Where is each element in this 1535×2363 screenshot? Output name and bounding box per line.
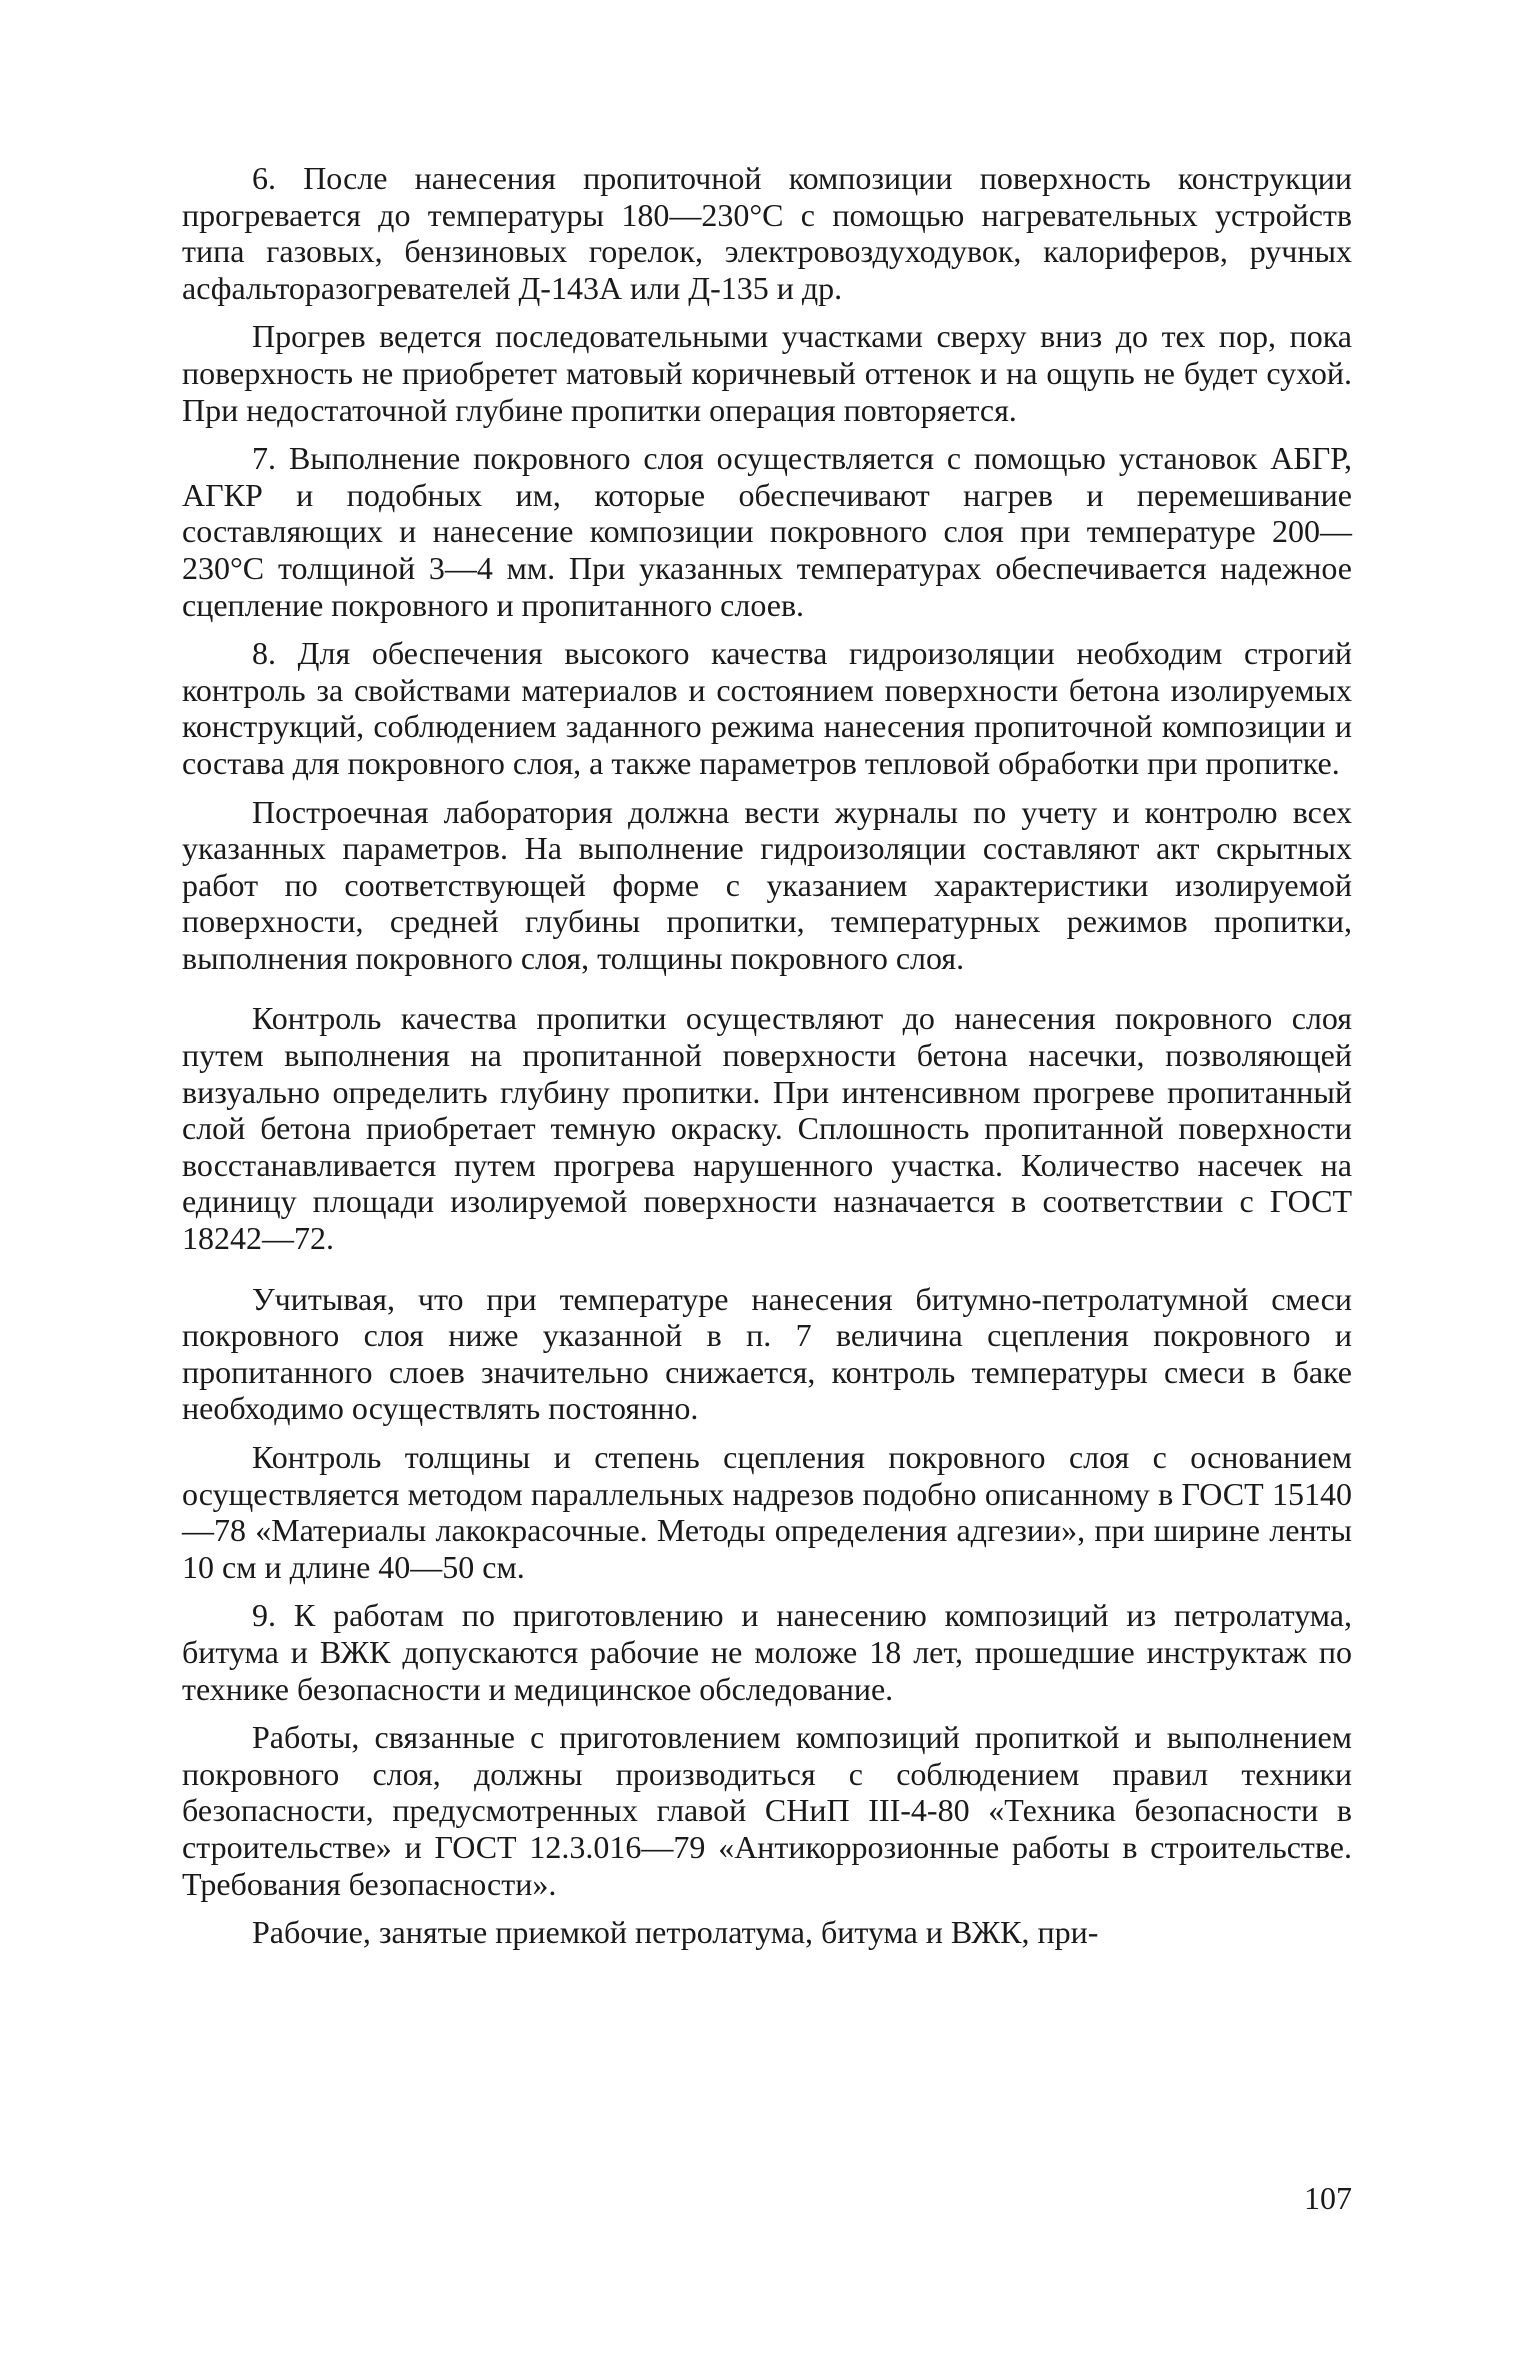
paragraph-temperature-control: Учитывая, что при температуре нанесения битумно-петролатумной смеси покровного слоя ниже указанной в п. 7 величина сцепления покровного и пропитанного слоев значительно снижается, контроль температуры смеси в баке необходимо осуществлять постоянно. [182, 1280, 1352, 1427]
paragraph-laboratory: Построечная лаборатория должна вести журналы по учету и контролю всех указанных параметров. На выполнение гидроизоляции составляют акт скрытных работ по соответствующей форме с указанием характеристики изолируемой поверхности, средней глубины пропитки, температурных режимов пропитки, выполнения покровного слоя, толщины покровного слоя. [182, 793, 1352, 976]
page-body [182, 160, 1352, 1951]
paragraph-heating: Прогрев ведется последовательными участками сверху вниз до тех пор, пока поверхность не приобретет матовый коричневый оттенок и на ощупь не будет сухой. При недостаточной глубине пропитки операция повторяется. [182, 318, 1352, 428]
page-number: 107 [1304, 2180, 1352, 2216]
paragraph-safety-rules: Работы, связанные с приготовлением композиций пропиткой и выполнением покровного слоя, должны производиться с соблюдением правил техники безопасности, предусмотренных главой СНиП III-4-80 «Техника безопасности в строительстве» и ГОСТ 12.3.016—79 «Антикоррозионные работы в строительстве. Требования безопасности». [182, 1719, 1352, 1902]
paragraph-impregnation-control: Контроль качества пропитки осуществляют до нанесения покровного слоя путем выполнения на пропитанной поверхности бетона насечки, позволяющей визуально определить глубину пропитки. При интенсивном прогреве пропитанный слой бетона приобретает темную окраску. Сплошность пропитанной поверхности восстанавливается путем прогрева нарушенного участка. Количество насечек на единицу площади изолируемой поверхности назначается в соответствии с ГОСТ 18242—72. [182, 1000, 1352, 1257]
paragraph-workers: Рабочие, занятые приемкой петролатума, битума и ВЖК, при- [252, 1914, 1099, 1951]
paragraph-8: 8. Для обеспечения высокого качества гидроизоляции необходим строгий контроль за свойствами материалов и состоянием поверхности бетона изолируемых конструкций, соблюдением заданного режима нанесения пропиточной композиции и состава для покровного слоя, а также параметров тепловой обработки при пропитке. [182, 635, 1352, 781]
paragraph-thickness-control: Контроль толщины и степень сцепления покровного слоя с основанием осуществляется методом параллельных надрезов подобно описанному в ГОСТ 15140—78 «Материалы лакокрасочные. Методы определения адгезии», при ширине ленты 10 см и длине 40—50 см. [182, 1439, 1352, 1585]
paragraph-7: 7. Выполнение покровного слоя осуществляется с помощью установок АБГР, АГКР и подобных им, которые обеспечивают нагрев и перемешивание составляющих и нанесение композиции покровного слоя при температуре 200—230°С толщиной 3—4 мм. При указанных температурах обеспечивается надежное сцепление покровного и пропитанного слоев. [182, 440, 1352, 623]
paragraph-9: 9. К работам по приготовлению и нанесению композиций из петролатума, битума и ВЖК допускаются рабочие не моложе 18 лет, прошедшие инструктаж по технике безопасности и медицинское обследование. [182, 1597, 1352, 1707]
paragraph-6: 6. После нанесения пропиточной композиции поверхность конструкции прогревается до температуры 180—230°С с помощью нагревательных устройств типа газовых, бензиновых горелок, электровоздуходувок, калориферов, ручных асфальторазогревателей Д-143А или Д-135 и др. [182, 160, 1352, 306]
